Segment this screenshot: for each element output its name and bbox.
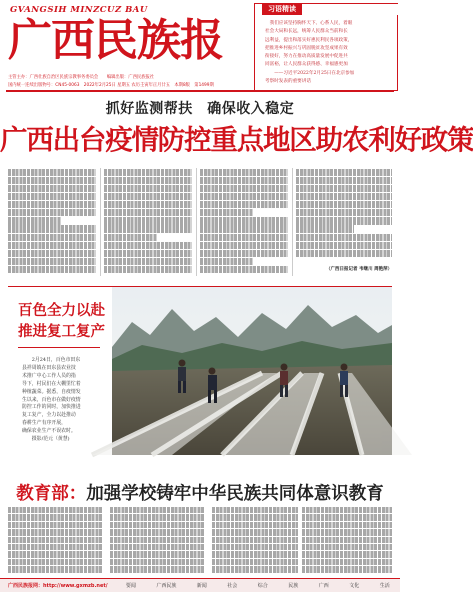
text-line	[212, 559, 298, 565]
text-line	[8, 551, 102, 557]
photo-caption	[22, 357, 104, 444]
second-headline-prefix: 教育部：	[16, 484, 87, 504]
quote-attribution-line: 考察时发表的重要讲话	[265, 79, 311, 85]
text-line	[212, 522, 298, 528]
column-divider	[292, 168, 293, 276]
slogan-line: 百色全力以赴	[18, 303, 105, 319]
text-line	[212, 544, 298, 550]
quote-tag	[255, 4, 399, 15]
text-line	[296, 169, 392, 176]
text-line	[200, 266, 288, 273]
text-line	[302, 544, 392, 550]
article-column	[104, 168, 192, 276]
text-line	[8, 529, 102, 535]
text-line	[302, 566, 392, 572]
caption-line: 防控工作的同时，加快推进	[22, 404, 81, 411]
masthead	[0, 0, 400, 92]
text-line	[296, 177, 392, 184]
text-line	[104, 169, 192, 176]
text-line	[8, 514, 102, 520]
farm-photo[interactable]	[112, 287, 392, 455]
text-line	[104, 201, 192, 208]
text-line	[200, 177, 288, 184]
text-line	[302, 507, 392, 513]
text-line	[302, 537, 392, 543]
text-line	[8, 507, 102, 513]
text-line	[8, 250, 96, 257]
text-line	[200, 225, 288, 232]
footer-nav	[116, 582, 400, 589]
caption-line: 2月24日，百色市田东	[22, 357, 81, 363]
slogan-divider	[18, 347, 100, 348]
text-line	[110, 566, 204, 572]
second-headline-text: 加强学校铸牢中华民族共同体意识教育	[86, 484, 384, 504]
text-line	[296, 225, 354, 232]
text-line	[104, 250, 192, 257]
quote-line: 远利益，提出和落实好惠民利民各项政策，	[265, 37, 353, 43]
column-divider	[100, 168, 101, 276]
text-line	[8, 544, 102, 550]
text-line	[200, 217, 288, 224]
page-footer	[0, 578, 400, 592]
second-headline[interactable]	[0, 480, 400, 505]
masthead-pinyin: GVANGSIH MINZCUZ BAU	[10, 5, 148, 15]
slogan-line: 推进复工复产	[18, 324, 105, 340]
quote-line: 社会大局和长远，统筹人民群众当前和长	[265, 29, 348, 35]
footer-nav-item[interactable]: 生活	[379, 583, 390, 589]
article-column	[302, 506, 392, 578]
caption-line: 春耕生产有序开展，	[22, 420, 67, 427]
footer-nav-item[interactable]: 民族	[288, 583, 299, 589]
photo-feature	[8, 286, 392, 454]
text-line	[200, 250, 288, 257]
text-line	[296, 193, 392, 200]
text-line	[8, 209, 96, 216]
text-line	[212, 514, 298, 520]
text-line	[8, 537, 102, 543]
text-line	[104, 266, 192, 273]
text-line	[296, 234, 392, 241]
text-line	[8, 169, 96, 176]
text-line	[296, 185, 392, 192]
text-line	[200, 242, 288, 249]
article-byline: （广西日报记者 韦继川 周艳萍）	[326, 267, 393, 272]
text-line	[8, 522, 102, 528]
quote-box	[254, 3, 398, 91]
text-line	[200, 169, 288, 176]
article-column	[200, 168, 288, 276]
text-line	[302, 529, 392, 535]
footer-nav-item[interactable]: 社会	[227, 583, 238, 589]
article-column	[212, 506, 298, 578]
text-line	[200, 193, 288, 200]
footer-site[interactable]: 广西民族报网：http://www.gxmzb.net/	[8, 583, 108, 589]
caption-line: 摄影/范元（黄慧)	[22, 436, 70, 443]
text-line	[104, 185, 192, 192]
text-line	[104, 209, 192, 216]
footer-nav-item[interactable]: 综合	[257, 583, 268, 589]
text-line	[212, 566, 298, 572]
text-line	[110, 514, 204, 520]
quote-attribution	[265, 70, 391, 87]
quote-tag-label: 习语精读	[262, 4, 302, 15]
caption-line: 复工复产，全力以赴推动	[22, 412, 76, 419]
footer-nav-item[interactable]: 新闻	[196, 583, 207, 589]
text-line	[8, 201, 96, 208]
text-line	[110, 529, 204, 535]
quote-text	[265, 20, 391, 70]
article-column	[8, 506, 102, 578]
text-line	[8, 242, 96, 249]
text-line	[8, 258, 96, 265]
article-column	[296, 168, 392, 276]
caption-line: 县祥周镇在田东县农业技	[22, 364, 76, 371]
quote-line: 衔接好，努力在推动高质量发展中促进共	[265, 54, 348, 60]
text-line	[8, 217, 61, 224]
text-line	[104, 177, 192, 184]
quote-attribution-line: ——习近平2022年2月25日在北京参加	[265, 71, 355, 76]
text-line	[302, 551, 392, 557]
text-line	[296, 242, 392, 249]
text-line	[110, 551, 204, 557]
text-line	[200, 258, 253, 265]
text-line	[296, 209, 392, 216]
text-line	[212, 529, 298, 535]
text-line	[8, 185, 96, 192]
column-divider	[196, 168, 197, 276]
article-column	[8, 168, 96, 276]
caption-line: 种植蔬菜。据悉，自疫情发	[22, 388, 81, 395]
text-line	[8, 234, 96, 241]
caption-line: 确保农业生产不误农时。	[22, 428, 76, 435]
text-line	[302, 559, 392, 565]
footer-nav-item[interactable]: 广西	[318, 583, 329, 589]
text-line	[110, 559, 204, 565]
text-line	[104, 242, 192, 249]
publisher-info: 主管主办：广西壮族自治区民族宗教事务委员会 编辑出版：广西民族报社	[8, 75, 155, 80]
article-column	[110, 506, 204, 578]
text-line	[296, 201, 392, 208]
text-line	[8, 193, 96, 200]
lead-kicker: 抓好监测帮扶 确保收入稳定	[105, 101, 295, 117]
text-line	[212, 537, 298, 543]
text-line	[104, 193, 192, 200]
text-line	[302, 514, 392, 520]
text-line	[212, 507, 298, 513]
footer-nav-item[interactable]: 要闻	[125, 583, 136, 589]
caption-line: 术推广中心工作人员的指	[22, 372, 76, 379]
quote-line: 同富裕，让人民群众获得感、幸福感更加	[265, 62, 348, 68]
text-line	[200, 209, 253, 216]
text-line	[296, 217, 392, 224]
text-line	[8, 177, 96, 184]
text-line	[200, 185, 288, 192]
footer-nav-item[interactable]: 文化	[349, 583, 360, 589]
text-line	[200, 234, 288, 241]
caption-line: 生以来，百色市在做好疫情	[22, 396, 81, 403]
caption-line: 导下，村民们在大棚里忙着	[22, 380, 81, 387]
photo-slogan	[18, 301, 105, 343]
text-line	[212, 551, 298, 557]
text-line	[200, 201, 288, 208]
text-line	[110, 507, 204, 513]
newspaper-logo: 广西民族报	[8, 15, 223, 66]
issue-info: 国内统一连续出版物号：CN45-0063 2022年2月25日 星期五 农历壬寅年正月廿五 本期8版 第1499期	[8, 83, 214, 88]
text-line	[302, 522, 392, 528]
text-line	[8, 225, 96, 232]
quote-line: 我们应该坚持胸怀天下、心系人民，着眼	[265, 21, 353, 26]
text-line	[104, 258, 192, 265]
text-line	[8, 559, 102, 565]
text-line	[110, 544, 204, 550]
footer-nav-item[interactable]: 广西民族	[156, 583, 177, 589]
text-line	[8, 566, 102, 572]
text-line	[110, 537, 204, 543]
quote-line: 把推进乡村振兴与巩固脱贫攻坚成果有效	[265, 45, 348, 51]
text-line	[104, 225, 192, 232]
text-line	[8, 266, 96, 273]
lead-headline[interactable]: 广西出台疫情防控重点地区助农利好政策	[0, 124, 473, 156]
text-line	[110, 522, 204, 528]
text-line	[104, 234, 157, 241]
text-line	[296, 250, 392, 257]
text-line	[104, 217, 192, 224]
